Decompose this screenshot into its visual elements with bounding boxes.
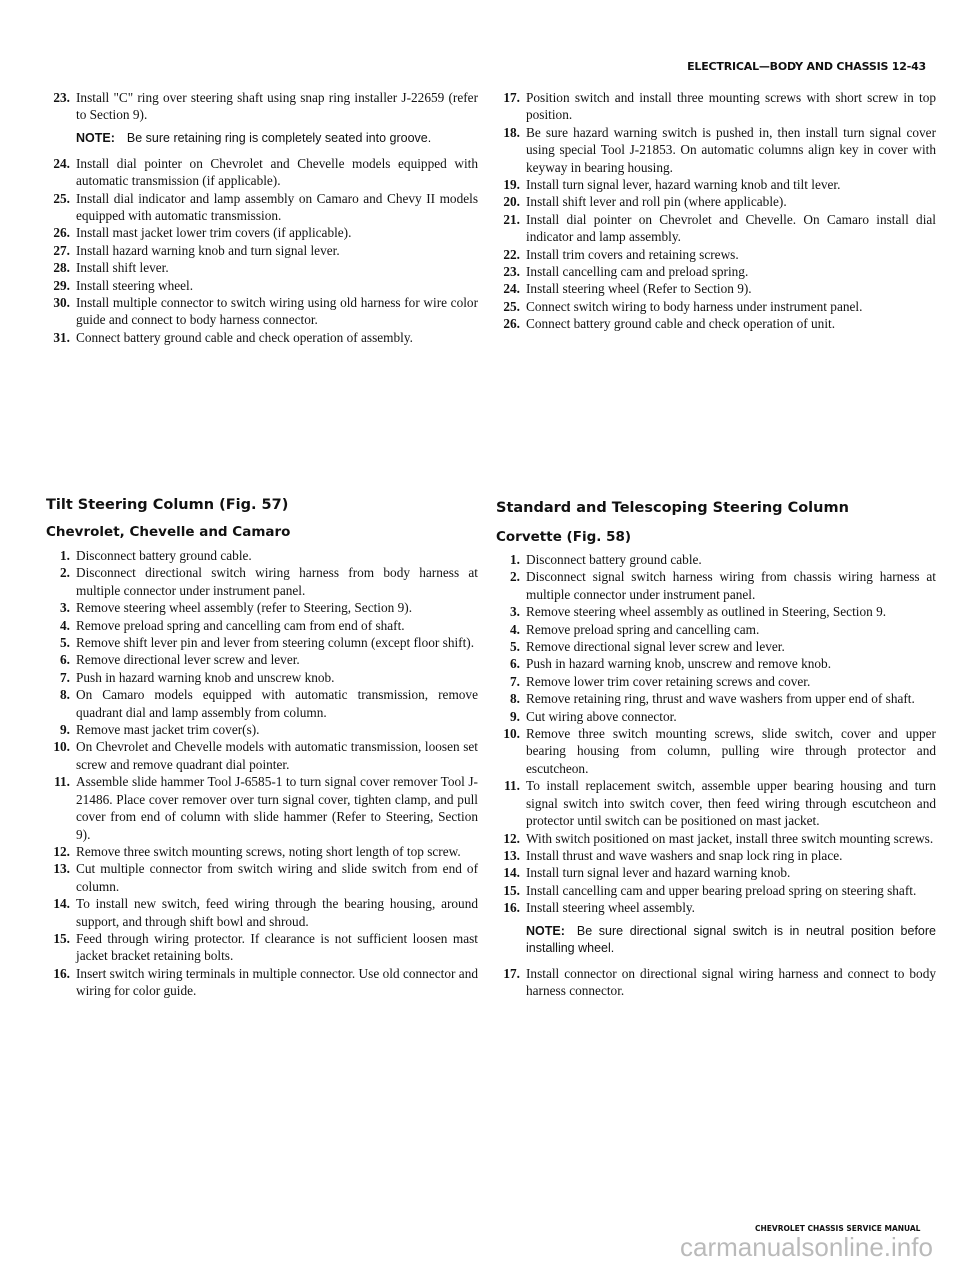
step-text: Insert switch wiring terminals in multiple connector. Use old connector and wiring for color guide. bbox=[76, 965, 478, 999]
step-number: 28. bbox=[53, 260, 70, 276]
step-item bbox=[46, 599, 478, 616]
step-number: 20. bbox=[503, 194, 520, 210]
step-item bbox=[46, 547, 478, 564]
step-number: 2. bbox=[60, 565, 70, 581]
step-item bbox=[496, 176, 936, 193]
step-text: Remove steering wheel assembly (refer to Steering, Section 9). bbox=[76, 600, 413, 616]
step-text: On Camaro models equipped with automatic transmission, remove quadrant dial and lamp assembly from column. bbox=[76, 687, 478, 720]
step-number: 22. bbox=[503, 246, 520, 262]
step-number: 7. bbox=[60, 669, 70, 685]
step-item bbox=[496, 124, 936, 176]
right-column-bottom bbox=[496, 551, 936, 999]
note bbox=[46, 130, 478, 147]
step-item bbox=[496, 638, 936, 655]
step-text: Install connector on directional signal wiring harness and connect to body harness connector. bbox=[526, 965, 936, 998]
step-text: Remove directional lever screw and lever. bbox=[76, 652, 300, 668]
step-number: 5. bbox=[60, 635, 70, 651]
step-text: Disconnect battery ground cable. bbox=[526, 552, 702, 567]
step-number: 18. bbox=[503, 124, 520, 140]
note-text: Be sure retaining ring is completely seated into groove. bbox=[126, 130, 432, 145]
step-item bbox=[46, 721, 478, 738]
step-item bbox=[496, 315, 936, 332]
step-item bbox=[496, 211, 936, 246]
step-text: Assemble slide hammer Tool J-6585-1 to turn signal cover remover Tool J-21486. Place cover remover over turn signal cover, tighten clamp, and pull cover from end of column with slide hammer (Refer to Steering, Section 9). bbox=[76, 774, 478, 842]
step-text: Install cancelling cam and preload spring. bbox=[526, 264, 749, 280]
step-text: Remove three switch mounting screws, slide switch, cover and upper bearing housing from column, pulling wire through protector and escutcheon. bbox=[526, 726, 936, 776]
note-text: Be sure directional signal switch is in neutral position before installing wheel. bbox=[526, 923, 936, 955]
step-text: Install mast jacket lower trim covers (if applicable). bbox=[76, 225, 352, 241]
step-number: 1. bbox=[60, 548, 70, 563]
page-footer: CHEVROLET CHASSIS SERVICE MANUAL bbox=[755, 1224, 921, 1233]
step-number: 29. bbox=[53, 277, 70, 293]
step-item bbox=[496, 263, 936, 280]
step-text: Push in hazard warning knob and unscrew knob. bbox=[76, 669, 335, 685]
step-number: 6. bbox=[60, 652, 70, 668]
step-item bbox=[496, 621, 936, 638]
step-item bbox=[46, 651, 478, 668]
step-number: 3. bbox=[60, 600, 70, 616]
step-number: 25. bbox=[53, 190, 70, 206]
step-number: 10. bbox=[503, 726, 520, 742]
step-text: Install turn signal lever, hazard warning knob and tilt lever. bbox=[526, 177, 841, 193]
step-number: 13. bbox=[503, 847, 520, 863]
step-item bbox=[46, 669, 478, 686]
step-text: Remove retaining ring, thrust and wave washers from upper end of shaft. bbox=[526, 691, 915, 707]
step-number: 23. bbox=[53, 90, 70, 105]
step-text: Install steering wheel (Refer to Section 9). bbox=[526, 281, 752, 297]
step-text: Install shift lever and roll pin (where applicable). bbox=[526, 194, 787, 210]
step-text: Install dial pointer on Chevrolet and Chevelle models equipped with automatic transmission (if applicable). bbox=[76, 155, 478, 189]
step-item bbox=[46, 190, 478, 225]
watermark: carmanualsonline.info bbox=[680, 1232, 933, 1262]
step-item bbox=[46, 686, 478, 721]
step-list bbox=[46, 89, 478, 346]
step-text: Install trim covers and retaining screws. bbox=[526, 246, 739, 262]
step-number: 4. bbox=[60, 617, 70, 633]
step-item bbox=[46, 634, 478, 651]
step-text: Install "C" ring over steering shaft using snap ring installer J-22659 (refer to Section 9). bbox=[76, 90, 478, 123]
step-text: Remove lower trim cover retaining screws and cover. bbox=[526, 673, 811, 689]
step-item bbox=[496, 551, 936, 568]
step-number: 14. bbox=[503, 865, 520, 881]
step-item bbox=[46, 564, 478, 599]
step-item bbox=[496, 246, 936, 263]
step-number: 26. bbox=[53, 225, 70, 241]
step-text: Remove preload spring and cancelling cam. bbox=[526, 621, 760, 637]
step-item bbox=[46, 738, 478, 773]
step-number: 6. bbox=[510, 656, 520, 672]
step-number: 25. bbox=[503, 298, 520, 314]
step-number: 12. bbox=[503, 830, 520, 846]
step-list bbox=[496, 551, 936, 999]
step-number: 8. bbox=[510, 691, 520, 707]
step-item bbox=[496, 847, 936, 864]
step-text: Install cancelling cam and upper bearing preload spring on steering shaft. bbox=[526, 882, 917, 898]
step-list bbox=[496, 89, 936, 333]
left-column-bottom bbox=[46, 547, 478, 1000]
section-heading-tilt: Tilt Steering Column (Fig. 57) bbox=[46, 497, 289, 513]
step-text: Install thrust and wave washers and snap lock ring in place. bbox=[526, 847, 843, 863]
step-text: Connect battery ground cable and check operation of assembly. bbox=[76, 329, 413, 345]
step-number: 17. bbox=[503, 965, 520, 981]
step-text: Disconnect directional switch wiring harness from body harness at multiple connector under instrument panel. bbox=[76, 565, 478, 598]
step-item bbox=[46, 843, 478, 860]
step-text: On Chevrolet and Chevelle models with automatic transmission, loosen set screw and remove quadrant dial pointer. bbox=[76, 739, 478, 772]
note-label: NOTE: bbox=[526, 923, 565, 938]
step-item bbox=[46, 89, 478, 124]
step-number: 14. bbox=[53, 896, 70, 912]
step-number: 5. bbox=[510, 639, 520, 655]
step-text: Install dial pointer on Chevrolet and Chevelle. On Camaro install dial indicator and lamp assembly. bbox=[526, 211, 936, 245]
subheading-corvette: Corvette (Fig. 58) bbox=[496, 529, 632, 545]
step-number: 11. bbox=[504, 778, 520, 794]
step-text: Remove steering wheel assembly as outlined in Steering, Section 9. bbox=[526, 604, 887, 620]
step-item bbox=[46, 860, 478, 895]
step-text: Cut multiple connector from switch wiring and slide switch from end of column. bbox=[76, 861, 478, 894]
step-item bbox=[496, 864, 936, 881]
step-list bbox=[46, 547, 478, 1000]
step-item bbox=[496, 193, 936, 210]
step-item bbox=[496, 298, 936, 315]
step-item bbox=[496, 280, 936, 297]
step-item bbox=[46, 294, 478, 329]
step-item bbox=[46, 329, 478, 346]
step-item bbox=[46, 155, 478, 190]
step-item bbox=[496, 725, 936, 777]
step-number: 16. bbox=[503, 900, 520, 916]
step-text: With switch positioned on mast jacket, install three switch mounting screws. bbox=[526, 830, 934, 846]
step-item bbox=[46, 277, 478, 294]
step-item bbox=[46, 224, 478, 241]
step-text: To install new switch, feed wiring through the bearing housing, around support, and through shift bowl and shroud. bbox=[76, 896, 478, 929]
step-number: 1. bbox=[510, 552, 520, 567]
step-text: Install steering wheel. bbox=[76, 277, 194, 293]
subheading-chevrolet: Chevrolet, Chevelle and Camaro bbox=[46, 524, 291, 540]
step-text: Install turn signal lever and hazard warning knob. bbox=[526, 865, 791, 881]
step-number: 17. bbox=[503, 90, 520, 105]
step-text: Push in hazard warning knob, unscrew and remove knob. bbox=[526, 656, 832, 672]
step-text: Disconnect signal switch harness wiring from chassis wiring harness at multiple connector under instrument panel. bbox=[526, 569, 936, 602]
step-number: 13. bbox=[53, 861, 70, 877]
step-text: Disconnect battery ground cable. bbox=[76, 548, 252, 563]
step-number: 8. bbox=[60, 687, 70, 703]
step-item bbox=[496, 830, 936, 847]
step-number: 30. bbox=[53, 295, 70, 311]
step-item bbox=[496, 673, 936, 690]
section-heading-standard: Standard and Telescoping Steering Column bbox=[496, 500, 849, 516]
step-text: Cut wiring above connector. bbox=[526, 708, 677, 724]
step-number: 27. bbox=[53, 242, 70, 258]
step-number: 24. bbox=[53, 155, 70, 171]
step-item bbox=[496, 568, 936, 603]
step-number: 19. bbox=[503, 177, 520, 193]
step-text: To install replacement switch, assemble upper bearing housing and turn signal switch into switch cover, then feed wiring through escutcheon and protector until switch can be positioned on mast jacket. bbox=[526, 778, 936, 829]
step-number: 12. bbox=[53, 843, 70, 859]
step-item bbox=[496, 655, 936, 672]
step-item bbox=[496, 965, 936, 1000]
step-number: 9. bbox=[60, 722, 70, 738]
step-text: Remove shift lever pin and lever from steering column (except floor shift). bbox=[76, 635, 475, 651]
step-number: 31. bbox=[53, 329, 70, 345]
step-item bbox=[46, 242, 478, 259]
note bbox=[496, 923, 936, 957]
step-number: 11. bbox=[54, 774, 70, 790]
step-number: 15. bbox=[53, 930, 70, 946]
step-number: 7. bbox=[510, 673, 520, 689]
step-number: 26. bbox=[503, 316, 520, 332]
page-header: ELECTRICAL—BODY AND CHASSIS 12-43 bbox=[687, 60, 926, 73]
step-text: Position switch and install three mounting screws with short screw in top position. bbox=[526, 90, 936, 123]
step-number: 9. bbox=[510, 708, 520, 724]
step-item bbox=[46, 617, 478, 634]
step-text: Install steering wheel assembly. bbox=[526, 900, 695, 916]
step-item bbox=[496, 777, 936, 829]
step-item bbox=[46, 773, 478, 843]
step-item bbox=[496, 603, 936, 620]
step-text: Be sure hazard warning switch is pushed in, then install turn signal cover using special Tool J-21853. On automatic columns align key in cover with keyway in bearing housing. bbox=[526, 124, 936, 175]
step-number: 21. bbox=[503, 211, 520, 227]
step-text: Install hazard warning knob and turn signal lever. bbox=[76, 242, 340, 258]
step-number: 4. bbox=[510, 621, 520, 637]
step-item bbox=[46, 895, 478, 930]
step-item bbox=[46, 930, 478, 965]
step-text: Remove directional signal lever screw and lever. bbox=[526, 639, 785, 655]
step-text: Connect switch wiring to body harness under instrument panel. bbox=[526, 298, 863, 314]
right-column-top bbox=[496, 89, 936, 333]
left-column-top bbox=[46, 89, 478, 346]
step-text: Feed through wiring protector. If clearance is not sufficient loosen mast jacket bracket retaining bolts. bbox=[76, 930, 478, 964]
step-item bbox=[46, 965, 478, 1000]
step-number: 15. bbox=[503, 882, 520, 898]
step-text: Install multiple connector to switch wiring using old harness for wire color guide and connect to body harness connector. bbox=[76, 295, 478, 328]
note-label: NOTE: bbox=[76, 130, 115, 145]
step-number: 10. bbox=[53, 739, 70, 755]
step-text: Install dial indicator and lamp assembly on Camaro and Chevy II models equipped with automatic transmission. bbox=[76, 190, 478, 224]
step-item bbox=[496, 899, 936, 916]
step-item bbox=[496, 708, 936, 725]
step-number: 3. bbox=[510, 604, 520, 620]
step-text: Remove preload spring and cancelling cam from end of shaft. bbox=[76, 617, 405, 633]
step-text: Remove three switch mounting screws, noting short length of top screw. bbox=[76, 843, 461, 859]
step-item bbox=[496, 89, 936, 124]
step-item bbox=[496, 882, 936, 899]
step-number: 23. bbox=[503, 264, 520, 280]
step-item bbox=[496, 690, 936, 707]
step-number: 16. bbox=[53, 965, 70, 981]
step-text: Install shift lever. bbox=[76, 260, 169, 276]
step-number: 24. bbox=[503, 281, 520, 297]
step-text: Connect battery ground cable and check operation of unit. bbox=[526, 316, 836, 332]
step-number: 2. bbox=[510, 569, 520, 585]
step-item bbox=[46, 259, 478, 276]
step-text: Remove mast jacket trim cover(s). bbox=[76, 722, 260, 738]
